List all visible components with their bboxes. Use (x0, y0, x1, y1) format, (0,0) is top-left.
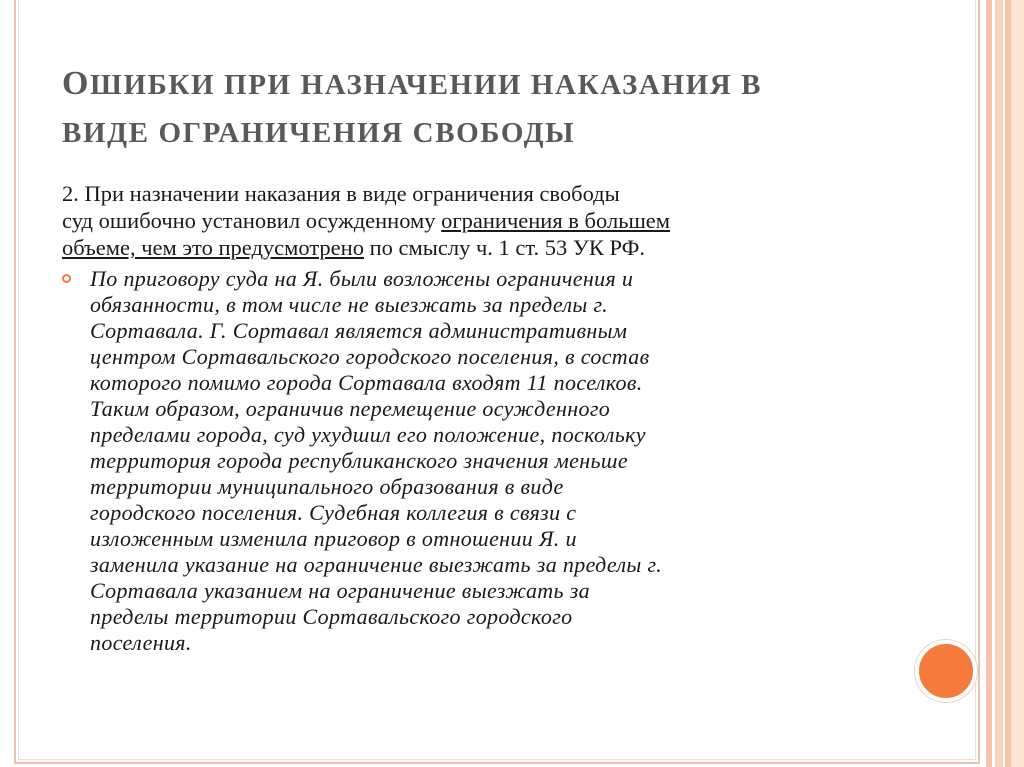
decorative-stripes (986, 0, 1024, 767)
title-line1: ШИБКИ ПРИ НАЗНАЧЕНИИ НАКАЗАНИЯ В (90, 69, 763, 101)
bullet-line: городского поселения. Судебная коллегия в связи с (90, 500, 577, 525)
bullet-line: Сортавала указанием на ограничение выезжать за (90, 578, 591, 603)
title-initial: О (62, 65, 91, 102)
bullet-line: пределы территории Сортавальского городского (90, 604, 573, 629)
slide-title (62, 60, 902, 157)
intro-line2-underlined: ограничения в большем (441, 208, 671, 233)
bullet-text (90, 266, 892, 656)
bullet-item (62, 266, 892, 656)
intro-line1: 2. При назначении наказания в виде ограничения свободы (62, 181, 620, 206)
bullet-line: изложенным изменила приговор в отношении Я. и (90, 526, 577, 551)
title-line2: ВИДЕ ОГРАНИЧЕНИЯ СВОБОДЫ (62, 117, 576, 149)
bullet-line: которого помимо города Сортавала входят 11 поселков. (90, 370, 643, 395)
intro-line2-text: суд ошибочно установил осужденному (62, 208, 442, 233)
bullet-line: территория города республиканского значения меньше (90, 448, 628, 473)
bullet-line: пределами города, суд ухудшил его положение, поскольку (90, 422, 646, 447)
bullet-line: заменила указание на ограничение выезжать за пределы г. (90, 552, 663, 577)
bullet-line: По приговору суда на Я. были возложены ограничения и (90, 266, 634, 291)
bullet-line: центром Сортавальского городского поселения, в состав (90, 344, 650, 369)
decorative-circle (915, 640, 977, 702)
circle-bullet-icon (62, 274, 71, 283)
bullet-line: обязанности, в том числе не выезжать за пределы г. (90, 292, 608, 317)
intro-line3-underlined: объеме, чем это предусмотрено (62, 235, 364, 260)
intro-paragraph (62, 180, 892, 261)
bullet-line: Сортавала. Г. Сортавал является административным (90, 318, 628, 343)
bullet-line: территории муниципального образования в виде (90, 474, 564, 499)
bullet-line: поселения. (90, 630, 192, 655)
bullet-line: Таким образом, ограничив перемещение осужденного (90, 396, 611, 421)
intro-line3-text: по смыслу ч. 1 ст. 53 УК РФ. (363, 235, 645, 260)
